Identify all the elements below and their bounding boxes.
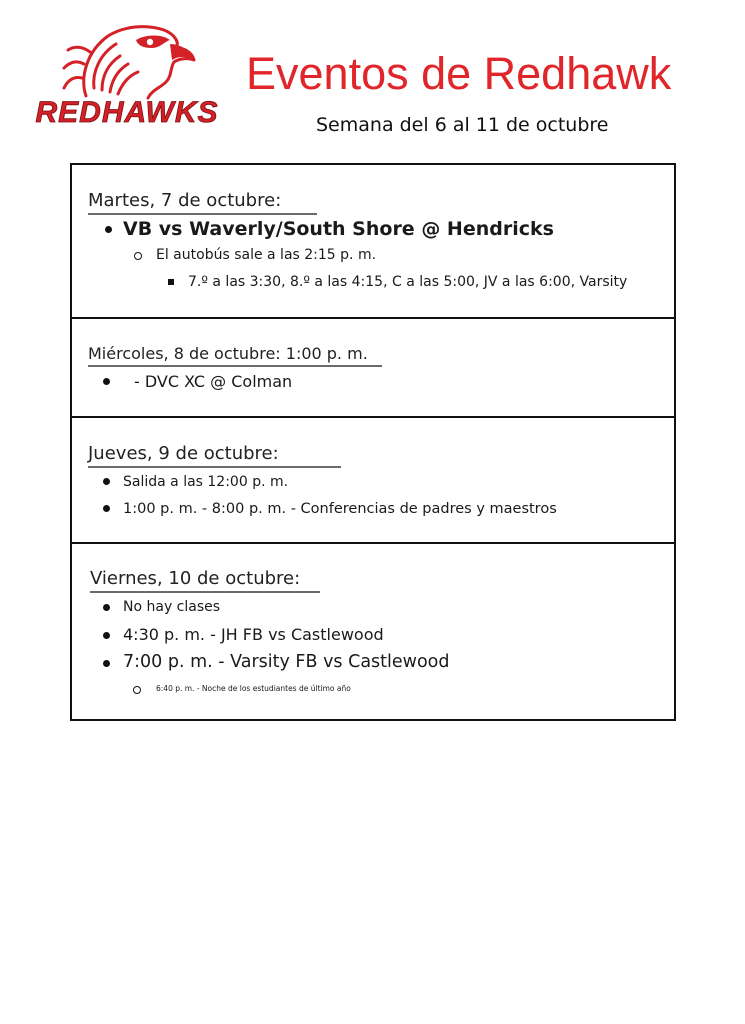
event-item: - DVC XC @ Colman xyxy=(134,372,293,391)
event-subitem: 6:40 p. m. - Noche de los estudiantes de último año xyxy=(156,684,351,693)
event-item: 4:30 p. m. - JH FB vs Castlewood xyxy=(123,625,384,644)
day-section-viernes xyxy=(72,542,674,719)
day-heading: Miércoles, 8 de octubre: 1:00 p. m. xyxy=(88,344,382,367)
circle-bullet-icon xyxy=(134,252,142,260)
page-title: Eventos de Redhawk xyxy=(246,48,672,99)
event-item: Salida a las 12:00 p. m. xyxy=(123,474,289,490)
bullet-icon xyxy=(103,378,110,385)
redhawk-head-icon xyxy=(24,18,230,128)
day-heading: Martes, 7 de octubre: xyxy=(88,190,317,215)
event-item: VB vs Waverly/South Shore @ Hendricks xyxy=(123,218,554,240)
redhawks-logo xyxy=(24,18,230,128)
bullet-icon xyxy=(103,632,110,639)
bullet-icon xyxy=(103,604,110,611)
day-section-miercoles xyxy=(72,317,674,416)
schedule-table xyxy=(70,163,676,721)
event-item: 7:00 p. m. - Varsity FB vs Castlewood xyxy=(123,652,450,672)
circle-bullet-icon xyxy=(133,686,141,694)
day-section-jueves xyxy=(72,416,674,542)
day-heading: Viernes, 10 de octubre: xyxy=(90,568,320,593)
event-item: No hay clases xyxy=(123,599,221,615)
square-bullet-icon xyxy=(168,279,174,285)
bullet-icon xyxy=(103,505,110,512)
day-heading: Jueves, 9 de octubre: xyxy=(88,443,341,468)
bullet-icon xyxy=(103,660,110,667)
bullet-icon xyxy=(103,478,110,485)
page-subtitle: Semana del 6 al 11 de octubre xyxy=(316,114,609,136)
event-detail: 7.º a las 3:30, 8.º a las 4:15, C a las 5:00, JV a las 6:00, Varsity xyxy=(188,274,628,290)
svg-text:REDHAWKS: REDHAWKS xyxy=(35,96,219,128)
event-item: 1:00 p. m. - 8:00 p. m. - Conferencias de padres y maestros xyxy=(123,501,557,517)
day-section-martes xyxy=(72,165,674,317)
bullet-icon xyxy=(105,226,112,233)
event-subitem: El autobús sale a las 2:15 p. m. xyxy=(156,247,377,263)
